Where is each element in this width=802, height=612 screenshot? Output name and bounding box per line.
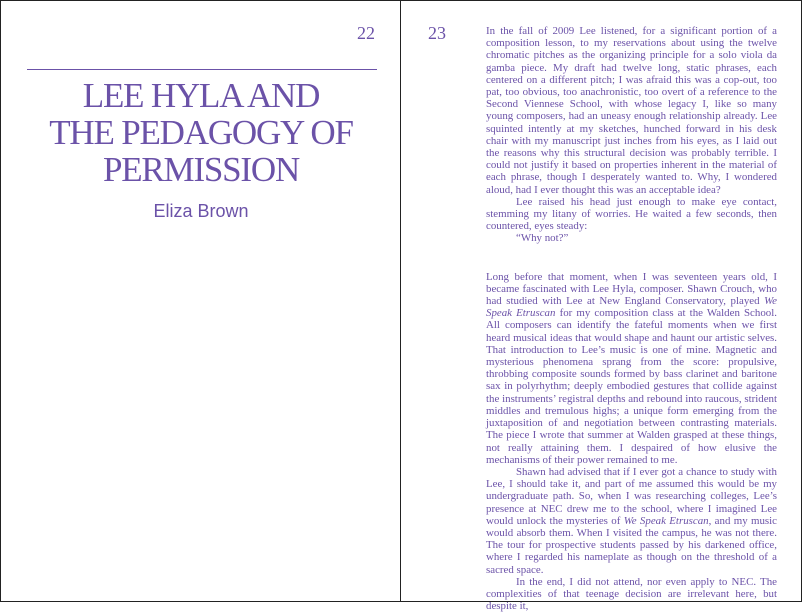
paragraph [486,466,777,576]
title-line: THE PEDAGOGY OF [49,113,353,152]
paragraph: Lee raised his head just enough to make eye contact, stemming my litany of worries. He waited a few seconds, then countered, eyes steady: [486,195,777,233]
paragraph: In the end, I did not attend, nor even apply to NEC. The complexities of that teenage decision are irrelevant here, but despite it, [486,575,777,612]
page-number-right: 23 [428,23,446,43]
paragraph [486,271,777,466]
paragraph: In the fall of 2009 Lee listened, for a significant portion of a composition lesson, to my reservations about using the twelve chromatic pitches as the organizing principle for a solo viola da gamba piece. My draft had twelve long, static phrases, each centered on a different pitch; I was afraid this was a cop-out, too pat, too obvious, too anachronistic, too overt of a reference to the Second Viennese School, with whose legacy I, like so many young composers, had an uneasy enough relationship already. Lee squinted intently at my sketches, hunched forward in his desk chair with my manuscript just inches from his eyes, as I laid out the reasons why this structural decision was probably terrible. I could not justify it based on properties inherent in the material of each phrase, though I desperately wanted to. Why, I wondered aloud, had I ever thought this was an acceptable idea? [486,25,777,196]
work-title: We Speak Etruscan [486,295,777,320]
body-text [486,25,777,612]
left-page [1,1,401,601]
page-gutter [400,0,401,602]
work-title: We Speak Etruscan [623,514,709,527]
page-number-left: 22 [357,23,375,43]
paragraph-text: Shawn had advised that if I ever got a chance to study with Lee, I should take it, and part of me assumed this would be my undergraduate path. So, when I was researching colleges, Lee’s presence at NEC drew me to the school, where I imagined Lee would unlock the mysteries of [486,465,777,527]
paragraph-text: for my composition class at the Walden School. All composers can identify the fateful moments when we first heard musical ideas that would shape and haunt our artistic selves. That introduction to Lee’s music is one of mine. Magnetic and mysterious phenomena sprang from the score: propulsive, throbbing composite sounds formed by bass clarinet and baritone sax in polyrhythm; deeply embodied gestures that collide against the instruments’ registral depths and rebound into raucous, strident middles and tremulous highs; a unique form emerging from the juxtaposition of and negotiation between contrasting materials. The piece I wrote that summer at Walden grasped at these things, not really attaining them. I despaired of how elusive the mechanisms of their power remained to me. [486,307,777,466]
dialogue-quote: “Why not?” [516,232,569,245]
title-rule [27,69,377,70]
title-line: PERMISSION [102,150,300,189]
author-name: Eliza Brown [153,201,249,221]
paragraph-text: , and my music would absorb them. When I visited the campus, he was not there. The tour for prospective students passed by his darkened office, where I regarded his nameplate as though on the threshold of a sacred space. [486,514,778,576]
title-line: LEE HYLA AND [82,76,320,115]
right-page [402,1,802,612]
chapter-title [15,77,387,188]
paragraph-text: Long before that moment, when I was seventeen years old, I became fascinated with Lee Hyla, composer. Shawn Crouch, who had studied with Lee at New England Conservatory, played [486,270,777,308]
